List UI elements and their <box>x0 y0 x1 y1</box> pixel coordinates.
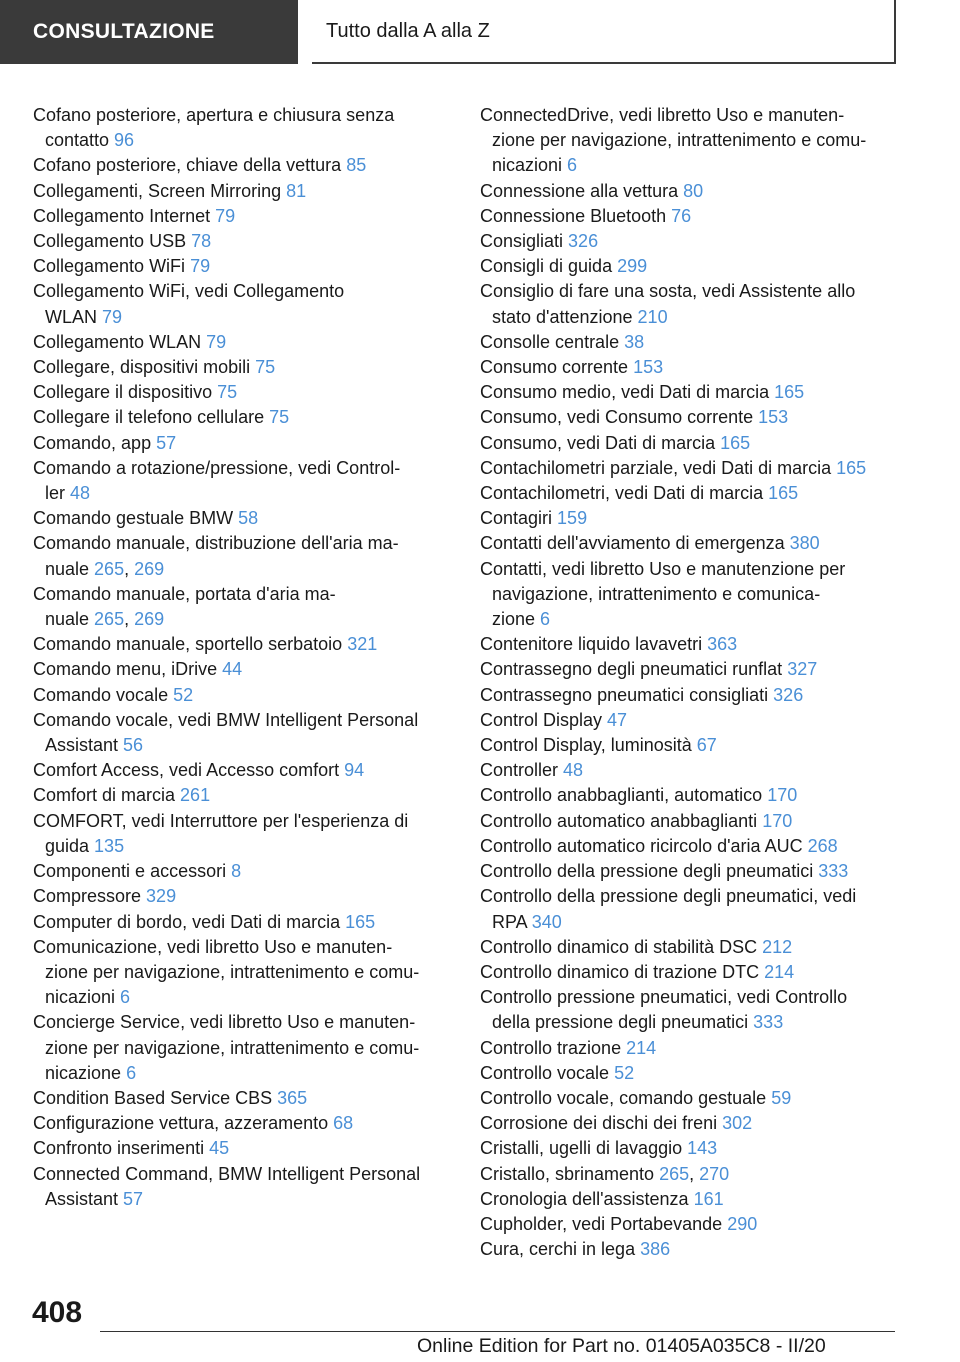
index-entry-text: COMFORT, vedi Interruttore per l'esperienza di <box>33 810 409 831</box>
index-entry-text: Contachilometri, vedi Dati di marcia <box>480 483 769 504</box>
index-entry-text: nicazioni <box>45 987 121 1008</box>
page-reference-link[interactable]: 290 <box>727 1213 758 1234</box>
index-entry <box>480 204 900 229</box>
index-entry <box>33 657 453 682</box>
index-entry <box>480 859 900 884</box>
chapter-title: Tutto dalla A alla Z <box>312 0 896 64</box>
index-entry: Cristallo, sbrinamento 265, 270 <box>480 1163 730 1184</box>
index-entry-text: Comando manuale, distribuzione dell'aria ma‐ <box>33 533 399 554</box>
index-entry-text: Collegamento USB <box>33 231 192 252</box>
page-reference-link[interactable]: 161 <box>693 1188 724 1209</box>
page-reference-link[interactable]: 153 <box>758 407 789 428</box>
page-reference-link[interactable]: 79 <box>102 306 123 327</box>
index-entry-text: Controllo vocale, comando gestuale <box>480 1087 772 1108</box>
page-reference-link[interactable]: 85 <box>346 155 367 176</box>
index-entry <box>480 1036 900 1061</box>
index-entry <box>33 279 453 329</box>
index-entry-text: Contatti dell'avviamento di emergenza <box>480 533 790 554</box>
page-reference-link[interactable]: 302 <box>722 1113 753 1134</box>
index-entry-text: nicazione <box>45 1062 127 1083</box>
page-reference-link[interactable]: 135 <box>94 835 125 856</box>
index-entry-text: Collegare il dispositivo <box>33 382 218 403</box>
index-entry <box>480 758 900 783</box>
index-entry-text: Controllo vocale <box>480 1062 615 1083</box>
index-entry-text: Collegamento WiFi <box>33 256 191 277</box>
page-reference-link[interactable]: 78 <box>191 231 212 252</box>
index-entry <box>480 935 900 960</box>
index-entry <box>33 910 453 935</box>
index-entry <box>480 481 900 506</box>
page-reference-link[interactable]: 363 <box>707 634 738 655</box>
index-entry-text: WLAN <box>45 306 103 327</box>
index-entry <box>480 229 900 254</box>
index-entry-text: Controllo dinamico di trazione DTC <box>480 961 765 982</box>
index-entry <box>480 330 900 355</box>
index-entry-text: Controllo dinamico di stabilità DSC <box>480 936 763 957</box>
index-entry <box>33 153 453 178</box>
index-entry-text: Connessione alla vettura <box>480 180 684 201</box>
index-entry-text: Collegamento Internet <box>33 205 216 226</box>
page-reference-link[interactable]: 153 <box>633 357 664 378</box>
index-entry-text: zione per navigazione, intrattenimento e comu‐ <box>45 1037 420 1058</box>
page-reference-link[interactable]: 333 <box>753 1012 784 1033</box>
index-entry <box>33 380 453 405</box>
index-entry-text: Cronologia dell'assistenza <box>480 1188 694 1209</box>
index-entry <box>33 859 453 884</box>
index-entry <box>33 355 453 380</box>
page-reference-link[interactable]: 326 <box>773 684 804 705</box>
page-reference-link[interactable]: 6 <box>120 987 131 1008</box>
index-entry <box>480 1136 900 1161</box>
index-entry-text: Comando manuale, portata d'aria ma‐ <box>33 583 336 604</box>
page-reference-link[interactable]: 386 <box>640 1239 671 1260</box>
index-entry <box>33 229 453 254</box>
page-reference-link[interactable]: 56 <box>123 735 144 756</box>
index-entry <box>33 1162 453 1212</box>
index-entry-text: Cupholder, vedi Portabevande <box>480 1213 728 1234</box>
page-reference-link[interactable]: 45 <box>209 1138 230 1159</box>
index-entry-text: Assistant <box>45 1188 124 1209</box>
page-reference-link[interactable]: 265 <box>94 558 125 579</box>
index-entry-text: nuale <box>45 609 95 630</box>
index-entry <box>480 355 900 380</box>
page-reference-link[interactable]: 214 <box>626 1037 657 1058</box>
index-entry-text: Controllo anabbaglianti, automatico <box>480 785 768 806</box>
page-reference-link[interactable]: 58 <box>238 508 259 529</box>
page-reference-link[interactable]: 47 <box>607 709 628 730</box>
page-reference-link[interactable]: 210 <box>637 306 668 327</box>
index-entry <box>480 557 900 633</box>
page-reference-link[interactable]: 165 <box>836 457 867 478</box>
index-entry <box>33 1111 453 1136</box>
footer-divider <box>100 1331 895 1332</box>
index-entry <box>480 431 900 456</box>
index-entry: Comando manuale, distribuzione dell'aria ma‐ nuale 265, 269 <box>33 533 399 579</box>
index-entry <box>480 1111 900 1136</box>
index-entry-text: ler <box>45 483 71 504</box>
index-entry-text: Confronto inserimenti <box>33 1138 210 1159</box>
index-entry-text: Contachilometri parziale, vedi Dati di marcia <box>480 457 837 478</box>
index-entry-text: Control Display <box>480 709 608 730</box>
footer-edition: Online Edition for Part no. 01405A035C8 - II/20 <box>417 1335 826 1357</box>
index-entry-text: Collegamenti, Screen Mirroring <box>33 180 287 201</box>
index-entry <box>480 884 900 934</box>
index-entry <box>480 1061 900 1086</box>
index-entry-text: Connected Command, BMW Intelligent Personal <box>33 1163 421 1184</box>
page-reference-link[interactable]: 326 <box>568 231 599 252</box>
index-entry <box>480 783 900 808</box>
page-reference-link[interactable]: 299 <box>617 256 648 277</box>
page-reference-link[interactable]: 48 <box>563 760 584 781</box>
index-entry-text: Comando a rotazione/pressione, vedi Control‐ <box>33 457 401 478</box>
page-reference-link[interactable]: 52 <box>173 684 194 705</box>
index-entry-text: Collegare, dispositivi mobili <box>33 357 256 378</box>
page-reference-link[interactable]: 170 <box>762 810 793 831</box>
section-tab: CONSULTAZIONE <box>0 0 298 64</box>
index-entry-text: Comando, app <box>33 432 157 453</box>
index-entry-text: Controllo trazione <box>480 1037 627 1058</box>
page-reference-link[interactable]: 75 <box>269 407 290 428</box>
index-entry <box>480 279 900 329</box>
page-number: 408 <box>32 1296 83 1329</box>
index-entry-text: Consigliati <box>480 231 569 252</box>
index-entry-text: Comando gestuale BMW <box>33 508 239 529</box>
index-entry-text: Control Display, luminosità <box>480 735 697 756</box>
page-reference-link[interactable]: 44 <box>222 659 243 680</box>
page-reference-link[interactable]: 57 <box>156 432 177 453</box>
page-reference-link[interactable]: 340 <box>531 911 562 932</box>
index-entry <box>480 531 900 556</box>
index-entry <box>33 809 453 859</box>
index-entry <box>480 733 900 758</box>
page-reference-link[interactable]: 159 <box>557 508 588 529</box>
index-entry-text: Collegamento WLAN <box>33 331 207 352</box>
index-entry <box>33 1136 453 1161</box>
index-entry-text: Consiglio di fare una sosta, vedi Assistente allo <box>480 281 856 302</box>
index-entry-text: Controllo della pressione degli pneumatici <box>480 861 819 882</box>
index-entry: Comando manuale, portata d'aria ma‐ nuale 265, 269 <box>33 583 336 630</box>
page-reference-link[interactable]: 81 <box>286 180 307 201</box>
index-entry-text: Corrosione dei dischi dei freni <box>480 1113 723 1134</box>
index-entry <box>480 103 900 179</box>
index-entry <box>33 1086 453 1111</box>
index-entry-text: navigazione, intrattenimento e comunica‐ <box>492 583 821 604</box>
index-entry-text: Cofano posteriore, chiave della vettura <box>33 155 347 176</box>
index-entry <box>33 506 453 531</box>
index-column-left <box>33 103 453 1212</box>
page-reference-link[interactable]: 269 <box>134 609 165 630</box>
index-entry-text: Contrassegno pneumatici consigliati <box>480 684 774 705</box>
page-reference-link[interactable]: 265 <box>94 609 125 630</box>
index-entry-text: Condition Based Service CBS <box>33 1087 278 1108</box>
index-entry-text: Comfort Access, vedi Accesso comfort <box>33 760 345 781</box>
index-entry <box>480 632 900 657</box>
index-entry-text: Controllo pressione pneumatici, vedi Controllo <box>480 987 848 1008</box>
page-reference-link[interactable]: 68 <box>333 1113 354 1134</box>
index-entry <box>480 985 900 1035</box>
index-entry-text: stato d'attenzione <box>492 306 638 327</box>
index-column-right <box>480 103 900 1262</box>
index-entry-text: Consumo corrente <box>480 357 634 378</box>
index-entry-text: zione per navigazione, intrattenimento e comu‐ <box>492 130 867 151</box>
index-entry <box>33 884 453 909</box>
index-entry <box>480 1212 900 1237</box>
page-reference-link[interactable]: 143 <box>687 1138 718 1159</box>
page-reference-link[interactable]: 38 <box>624 331 645 352</box>
page-reference-link[interactable]: 321 <box>347 634 378 655</box>
index-entry-text: Consolle centrale <box>480 331 625 352</box>
page-reference-link[interactable]: 327 <box>787 659 818 680</box>
index-entry-text: della pressione degli pneumatici <box>492 1012 754 1033</box>
page-reference-link[interactable]: 265 <box>659 1163 690 1184</box>
index-entry <box>33 935 453 1011</box>
page-reference-link[interactable]: 269 <box>134 558 165 579</box>
index-entry <box>480 506 900 531</box>
page-reference-link[interactable]: 52 <box>614 1062 635 1083</box>
index-entry-text: nuale <box>45 558 95 579</box>
index-entry-text: Comando manuale, sportello serbatoio <box>33 634 348 655</box>
page-reference-link[interactable]: 329 <box>146 886 177 907</box>
index-entry-text: Contenitore liquido lavavetri <box>480 634 708 655</box>
page-reference-link[interactable]: 79 <box>215 205 236 226</box>
index-entry-text: contatto <box>45 130 115 151</box>
page-reference-link[interactable]: 165 <box>768 483 799 504</box>
index-entry-text: ConnectedDrive, vedi libretto Uso e manuten‐ <box>480 105 845 125</box>
index-entry-text: Consumo, vedi Consumo corrente <box>480 407 759 428</box>
index-entry-text: guida <box>45 835 95 856</box>
page-reference-link[interactable]: 6 <box>126 1062 137 1083</box>
index-entry-text: Collegare il telefono cellulare <box>33 407 270 428</box>
index-entry <box>33 708 453 758</box>
index-entry-text: Computer di bordo, vedi Dati di marcia <box>33 911 346 932</box>
index-entry-text: Controllo automatico anabbaglianti <box>480 810 763 831</box>
index-entry <box>480 254 900 279</box>
index-entry <box>480 708 900 733</box>
index-entry-text: zione per navigazione, intrattenimento e comu‐ <box>45 961 420 982</box>
index-entry-text: Consumo, vedi Dati di marcia <box>480 432 721 453</box>
index-entry <box>33 758 453 783</box>
index-entry-text: Concierge Service, vedi libretto Uso e manuten‐ <box>33 1012 416 1033</box>
page-reference-link[interactable]: 57 <box>123 1188 144 1209</box>
index-entry-text: Contatti, vedi libretto Uso e manutenzione per <box>480 558 846 579</box>
index-entry-text: Comando vocale, vedi BMW Intelligent Personal <box>33 709 419 730</box>
index-entry <box>480 1086 900 1111</box>
index-entry-text: Assistant <box>45 735 124 756</box>
index-entry <box>480 380 900 405</box>
index-entry-text: Comando menu, iDrive <box>33 659 223 680</box>
index-entry-text: Componenti e accessori <box>33 861 232 882</box>
page-reference-link[interactable]: 261 <box>180 785 211 806</box>
page-reference-link[interactable]: 165 <box>720 432 751 453</box>
index-entry <box>480 1187 900 1212</box>
index-entry <box>480 657 900 682</box>
page-reference-link[interactable]: 59 <box>771 1087 792 1108</box>
index-entry <box>33 103 453 153</box>
index-entry-text: Contrassegno degli pneumatici runflat <box>480 659 788 680</box>
index-entry-text: Connessione Bluetooth <box>480 205 672 226</box>
page-reference-link[interactable]: 75 <box>255 357 276 378</box>
index-entry-text: Configurazione vettura, azzeramento <box>33 1113 334 1134</box>
index-entry <box>480 960 900 985</box>
index-entry <box>33 456 453 506</box>
page-reference-link[interactable]: 67 <box>696 735 717 756</box>
index-entry <box>480 809 900 834</box>
page-reference-link[interactable]: 80 <box>683 180 704 201</box>
index-entry-text: Cofano posteriore, apertura e chiusura senza <box>33 105 395 125</box>
page-reference-link[interactable]: 79 <box>206 331 227 352</box>
index-entry-text: Controllo della pressione degli pneumatici, vedi <box>480 886 857 907</box>
index-entry <box>480 456 900 481</box>
index-entry <box>33 204 453 229</box>
index-entry-text: Cura, cerchi in lega <box>480 1239 641 1260</box>
page-reference-link[interactable]: 270 <box>699 1163 730 1184</box>
index-entry-text: zione <box>492 609 541 630</box>
index-entry-text: Consumo medio, vedi Dati di marcia <box>480 382 775 403</box>
index-entry-text: Cristallo, sbrinamento <box>480 1163 660 1184</box>
index-entry <box>33 330 453 355</box>
index-entry-text: Comunicazione, vedi libretto Uso e manuten‐ <box>33 936 393 957</box>
index-entry <box>480 405 900 430</box>
page-reference-link[interactable]: 75 <box>217 382 238 403</box>
index-entry <box>480 834 900 859</box>
page-reference-link[interactable]: 212 <box>762 936 793 957</box>
page-reference-link[interactable]: 165 <box>345 911 376 932</box>
page-reference-link[interactable]: 6 <box>540 609 551 630</box>
index-entry <box>33 179 453 204</box>
page-reference-link[interactable]: 333 <box>818 861 849 882</box>
index-entry <box>33 405 453 430</box>
page-reference-link[interactable]: 94 <box>344 760 365 781</box>
index-entry-text: Contagiri <box>480 508 558 529</box>
index-entry <box>33 254 453 279</box>
index-entry-text: Controller <box>480 760 564 781</box>
index-entry <box>33 1010 453 1086</box>
page-reference-link[interactable]: 79 <box>190 256 211 277</box>
page-reference-link[interactable]: 214 <box>764 961 795 982</box>
page-reference-link[interactable]: 380 <box>789 533 820 554</box>
index-entry-text: Controllo automatico ricircolo d'aria AUC <box>480 835 808 856</box>
index-entry <box>480 683 900 708</box>
page-reference-link[interactable]: 76 <box>671 205 692 226</box>
page-reference-link[interactable]: 165 <box>774 382 805 403</box>
index-entry <box>480 1237 900 1262</box>
index-entry-text: Comfort di marcia <box>33 785 181 806</box>
page-reference-link[interactable]: 6 <box>567 155 578 176</box>
page-reference-link[interactable]: 8 <box>231 861 242 882</box>
index-entry <box>33 632 453 657</box>
index-entry-text: Consigli di guida <box>480 256 618 277</box>
page-reference-link[interactable]: 268 <box>807 835 838 856</box>
index-entry-text: Cristalli, ugelli di lavaggio <box>480 1138 688 1159</box>
index-entry-text: Comando vocale <box>33 684 174 705</box>
index-entry <box>33 431 453 456</box>
index-entry-text: Collegamento WiFi, vedi Collegamento <box>33 281 345 302</box>
page-reference-link[interactable]: 170 <box>767 785 798 806</box>
index-entry-text: RPA <box>492 911 532 932</box>
index-entry-text: Compressore <box>33 886 147 907</box>
index-entry-text: nicazioni <box>492 155 568 176</box>
page-reference-link[interactable]: 365 <box>277 1087 308 1108</box>
index-entry <box>33 683 453 708</box>
index-entry <box>480 179 900 204</box>
page-reference-link[interactable]: 48 <box>70 483 91 504</box>
page-reference-link[interactable]: 96 <box>114 130 135 151</box>
index-entry <box>33 783 453 808</box>
